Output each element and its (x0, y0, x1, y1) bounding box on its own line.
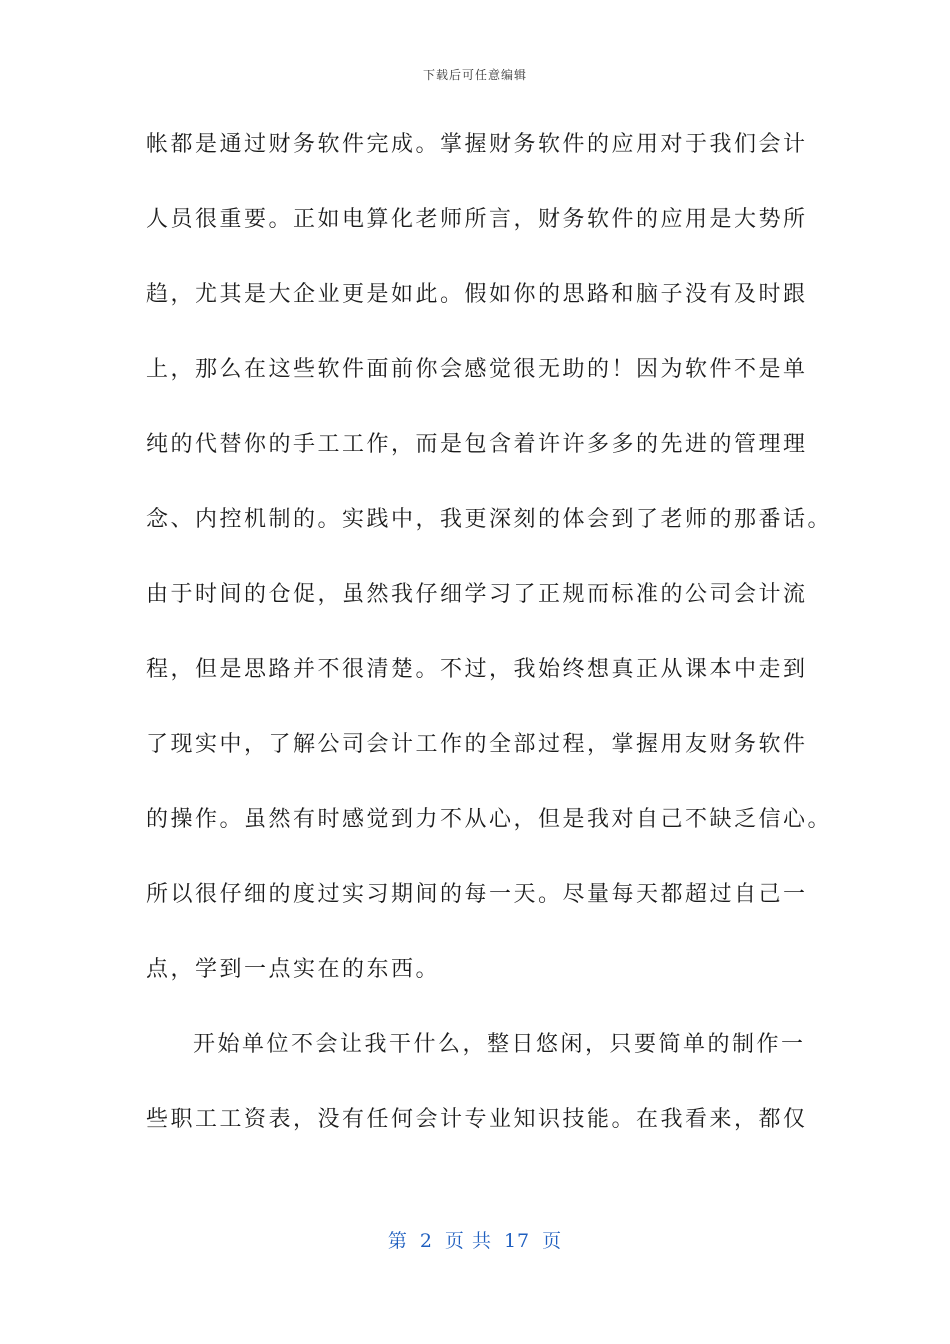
text-line: 由于时间的仓促，虽然我仔细学习了正规而标准的公司会计流 (146, 582, 808, 607)
text-line: 点，学到一点实在的东西。 (146, 957, 441, 982)
footer-middle: 页 共 (444, 1230, 492, 1252)
footer-suffix: 页 (542, 1230, 563, 1252)
document-body (146, 130, 833, 1180)
text-line: 些职工工资表，没有任何会计专业知识技能。在我看来，都仅 (146, 1107, 808, 1132)
text-line: 人员很重要。正如电算化老师所言，财务软件的应用是大势所 (146, 207, 808, 232)
footer-page-number: 2 (419, 1230, 433, 1252)
footer-prefix: 第 (387, 1230, 408, 1252)
page-header: 下载后可任意编辑 (422, 68, 527, 82)
text-line: 了现实中，了解公司会计工作的全部过程，掌握用友财务软件 (146, 732, 808, 757)
text-line: 纯的代替你的手工工作，而是包含着许许多多的先进的管理理 (146, 432, 808, 457)
page-footer (0, 1226, 950, 1253)
text-line: 念、内控机制的。实践中，我更深刻的体会到了老师的那番话。 (146, 507, 833, 532)
text-line: 上，那么在这些软件面前你会感觉很无助的！因为软件不是单 (146, 357, 808, 382)
text-line: 帐都是通过财务软件完成。掌握财务软件的应用对于我们会计 (146, 132, 808, 157)
paragraph-start-line: 开始单位不会让我干什么，整日悠闲，只要简单的制作一 (193, 1032, 806, 1057)
text-line: 的操作。虽然有时感觉到力不从心，但是我对自己不缺乏信心。 (146, 807, 833, 832)
text-line: 趋，尤其是大企业更是如此。假如你的思路和脑子没有及时跟 (146, 282, 808, 307)
text-line: 所以很仔细的度过实习期间的每一天。尽量每天都超过自己一 (146, 882, 808, 907)
footer-total-pages: 17 (503, 1230, 531, 1252)
text-line: 程，但是思路并不很清楚。不过，我始终想真正从课本中走到 (146, 657, 808, 682)
